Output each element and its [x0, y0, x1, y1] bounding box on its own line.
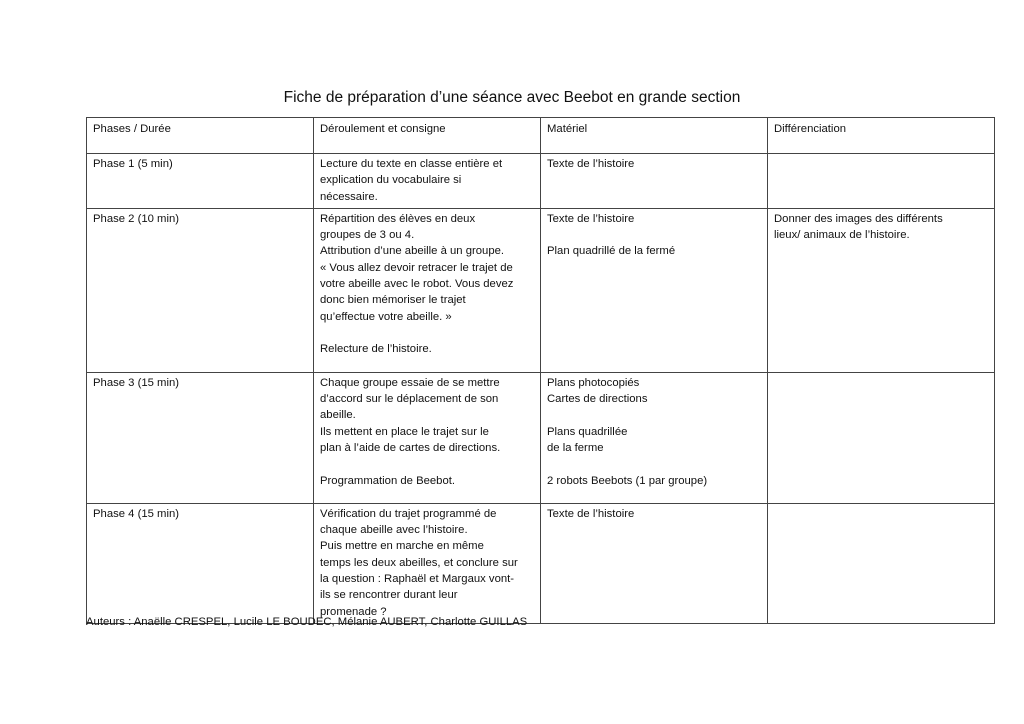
- deroulement-cell: [314, 372, 541, 503]
- cell-line: Texte de l’histoire: [547, 507, 635, 520]
- cell-line: Chaque groupe essaie de se mettre: [320, 376, 500, 389]
- cell-line: Lecture du texte en classe entière et: [320, 158, 503, 170]
- cell-line: Texte de l’histoire: [547, 212, 635, 225]
- header-deroulement: Déroulement et consigne: [314, 118, 541, 154]
- cell-line: abeille.: [320, 409, 356, 422]
- cell-line: Programmation de Beebot.: [320, 474, 456, 487]
- document-title: Fiche de préparation d’une séance avec Beebot en grande section: [283, 89, 741, 106]
- phase-cell: Phase 3 (15 min): [87, 372, 314, 503]
- cell-line: Plan quadrillé de la fermé: [547, 245, 676, 258]
- table-row: [87, 372, 995, 503]
- phase-cell: Phase 1 (5 min): [87, 154, 314, 209]
- phase-cell: Phase 4 (15 min): [87, 503, 314, 623]
- cell-line: plan à l’aide de cartes de directions.: [320, 442, 501, 455]
- cell-line: votre abeille avec le robot. Vous devez: [320, 278, 514, 291]
- materiel-cell: [541, 208, 768, 372]
- cell-line: Plans photocopiés: [547, 376, 640, 389]
- blank-line: [547, 227, 761, 243]
- differenciation-cell: [768, 372, 995, 503]
- cell-line: Ils mettent en place le trajet sur le: [320, 425, 489, 438]
- cell-line: temps les deux abeilles, et conclure sur: [320, 556, 518, 569]
- deroulement-cell: [314, 208, 541, 372]
- cell-line: qu’effectue votre abeille. »: [320, 310, 452, 323]
- cell-line: Vérification du trajet programmé de: [320, 507, 497, 520]
- cell-line: Répartition des élèves en deux: [320, 212, 476, 225]
- cell-line: Puis mettre en marche en même: [320, 540, 484, 553]
- table-header-row: [87, 118, 995, 154]
- deroulement-cell: [314, 503, 541, 623]
- cell-line: lieux/ animaux de l’histoire.: [774, 229, 910, 242]
- materiel-cell: [541, 372, 768, 503]
- cell-line: Relecture de l’histoire.: [320, 343, 432, 356]
- cell-line: explication du vocabulaire si: [320, 174, 462, 187]
- blank-line: [547, 456, 761, 472]
- cell-line: ils se rencontrer durant leur: [320, 589, 458, 602]
- cell-line: la question : Raphaël et Margaux vont-: [320, 573, 515, 586]
- cell-line: donc bien mémoriser le trajet: [320, 294, 466, 307]
- cell-line: promenade ?: [320, 605, 387, 618]
- authors-line: Auteurs : Anaëlle CRESPEL, Lucile LE BOUDEC, Mélanie AUBERT, Charlotte GUILLAS: [86, 616, 528, 628]
- differenciation-cell: [768, 503, 995, 623]
- table-row: [87, 208, 995, 372]
- cell-line: Cartes de directions: [547, 393, 648, 406]
- table-row: [87, 503, 995, 623]
- header-phases: Phases / Durée: [87, 118, 314, 154]
- blank-line: [320, 456, 534, 472]
- cell-line: nécessaire.: [320, 190, 378, 203]
- blank-line: [320, 325, 534, 341]
- materiel-cell: [541, 503, 768, 623]
- header-materiel: Matériel: [541, 118, 768, 154]
- table-row: [87, 154, 995, 209]
- cell-line: 2 robots Beebots (1 par groupe): [547, 474, 708, 487]
- materiel-cell: [541, 154, 768, 209]
- deroulement-cell: [314, 154, 541, 209]
- differenciation-cell: [768, 154, 995, 209]
- cell-line: Attribution d’une abeille à un groupe.: [320, 245, 505, 258]
- cell-line: chaque abeille avec l’histoire.: [320, 524, 468, 537]
- cell-line: Donner des images des différents: [774, 212, 943, 225]
- blank-line: [547, 407, 761, 423]
- cell-line: « Vous allez devoir retracer le trajet de: [320, 261, 513, 274]
- preparation-table: [86, 117, 995, 624]
- differenciation-cell: [768, 208, 995, 372]
- cell-line: groupes de 3 ou 4.: [320, 229, 415, 242]
- cell-line: Texte de l’histoire: [547, 158, 635, 170]
- cell-line: Plans quadrillée: [547, 425, 628, 438]
- header-differenciation: Différenciation: [768, 118, 995, 154]
- cell-line: d’accord sur le déplacement de son: [320, 393, 499, 406]
- cell-line: de la ferme: [547, 442, 604, 455]
- phase-cell: Phase 2 (10 min): [87, 208, 314, 372]
